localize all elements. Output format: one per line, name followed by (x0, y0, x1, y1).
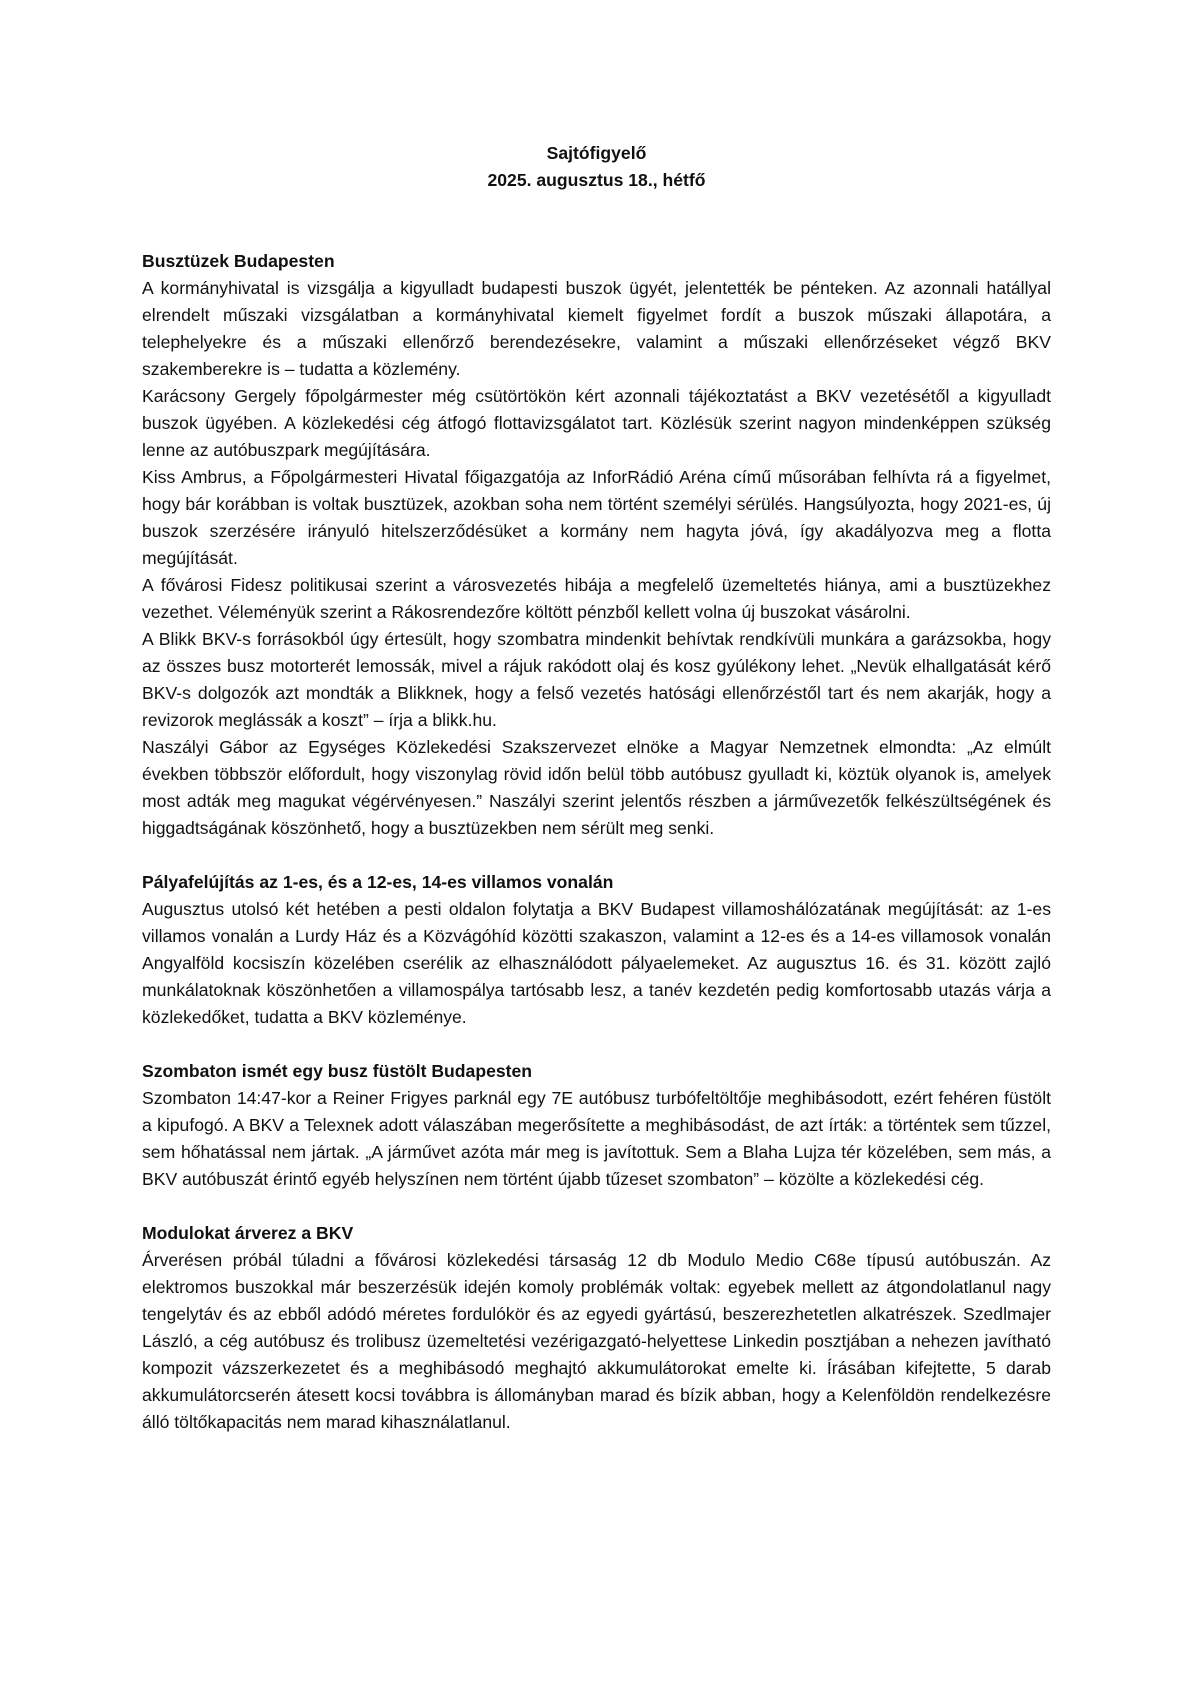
spacer (142, 1031, 1051, 1058)
spacer (142, 194, 1051, 248)
article-busztuzek (142, 248, 1051, 842)
article-paragraph: Kiss Ambrus, a Főpolgármesteri Hivatal főigazgatója az InforRádió Aréna című műsorában felhívta rá a figyelmet, hogy bár korábban is voltak busztüzek, azokban soha nem történt személyi sérülés. Hangsúlyozta, hogy 2021-es, új buszok szerzésére irányuló hitelszerződésüket a kormány nem hagyta jóvá, így akadályozva meg a flotta megújítását. (142, 467, 1051, 568)
article-title: Modulokat árverez a BKV (142, 1223, 354, 1243)
document-title: Sajtófigyelő (546, 143, 647, 163)
article-title: Szombaton ismét egy busz füstölt Budapesten (142, 1061, 533, 1081)
article-modulok (142, 1220, 1051, 1436)
article-paragraph: Árverésen próbál túladni a fővárosi közlekedési társaság 12 db Modulo Medio C68e típusú autóbuszán. Az elektromos buszokkal már beszerzésük idején komoly problémák voltak: egyebek mellett az átgondolatlanul nagy tengelytáv és az ebből adódó méretes fordulókör és az egyedi gyártású, beszerezhetetlen alkatrészek. Szedlmajer László, a cég autóbusz és trolibusz üzemeltetési vezérigazgató-helyettese Linkedin posztjában a nehezen javítható kompozit vázszerkezetet és a meghibásodó meghajtó akkumulátorokat emelte ki. Írásában kifejtette, 5 darab akkumulátorcserén átesett kocsi továbbra is állományban marad és bízik abban, hogy a Kelenföldön rendelkezésre álló töltőkapacitás nem marad kihasználatlanul. (142, 1250, 1051, 1432)
article-palyafelujitas (142, 869, 1051, 1031)
article-paragraph: Augusztus utolsó két hetében a pesti oldalon folytatja a BKV Budapest villamoshálózatának megújítását: az 1-es villamos vonalán a Lurdy Ház és a Közvágóhíd közötti szakaszon, valamint a 12-es és a 14-es villamosok vonalán Angyalföld kocsiszín közelében cserélik az elhasználódott pályaelemeket. Az augusztus 16. és 31. között zajló munkálatoknak köszönhetően a villamospálya tartósabb lesz, a tanév kezdetén pedig komfortosabb utazás várja a közlekedőket, tudatta a BKV közleménye. (142, 899, 1051, 1027)
article-busz-fustolt (142, 1058, 1051, 1193)
article-paragraph: Karácsony Gergely főpolgármester még csütörtökön kért azonnali tájékoztatást a BKV vezetésétől a kigyulladt buszok ügyében. A közlekedési cég átfogó flottavizsgálatot tart. Közlésük szerint nagyon mindenképpen szükség lenne az autóbuszpark megújítására. (142, 386, 1051, 460)
spacer (142, 1193, 1051, 1220)
article-paragraph: Naszályi Gábor az Egységes Közlekedési Szakszervezet elnöke a Magyar Nemzetnek elmondta: „Az elmúlt években többször előfordult, hogy viszonylag rövid időn belül több autóbusz gyulladt ki, köztük olyanok is, amelyek most adták meg magukat végérvényesen.” Naszályi szerint jelentős részben a járművezetők felkészültségének és higgadtságának köszönhető, hogy a busztüzekben nem sérült meg senki. (142, 737, 1051, 838)
document-header (142, 140, 1051, 194)
article-paragraph: A kormányhivatal is vizsgálja a kigyulladt budapesti buszok ügyét, jelentették be pénteken. Az azonnali hatállyal elrendelt műszaki vizsgálatban a kormányhivatal kiemelt figyelmet fordít a buszok műszaki állapotára, a telephelyekre és a műszaki ellenőrző berendezésekre, valamint a műszaki ellenőrzéseket végző BKV szakemberekre is – tudatta a közlemény. (142, 278, 1051, 379)
article-title: Busztüzek Budapesten (142, 251, 335, 271)
article-paragraph: Szombaton 14:47-kor a Reiner Frigyes parknál egy 7E autóbusz turbófeltöltője meghibásodott, ezért fehéren füstölt a kipufogó. A BKV a Telexnek adott válaszában megerősítette a meghibásodást, de azt írták: a történtek sem tűzzel, sem hőhatással nem jártak. „A járművet azóta már meg is javítottuk. Sem a Blaha Lujza tér közelében, sem más, a BKV autóbuszát érintő egyéb helyszínen nem történt újabb tűzeset szombaton” – közölte a közlekedési cég. (142, 1088, 1051, 1189)
article-title: Pályafelújítás az 1-es, és a 12-es, 14-es villamos vonalán (142, 872, 614, 892)
article-paragraph: A fővárosi Fidesz politikusai szerint a városvezetés hibája a megfelelő üzemeltetés hiánya, ami a busztüzekhez vezethet. Véleményük szerint a Rákosrendezőre költött pénzből kellett volna új buszokat vásárolni. (142, 575, 1051, 622)
spacer (142, 842, 1051, 869)
document-date: 2025. augusztus 18., hétfő (487, 170, 706, 190)
article-paragraph: A Blikk BKV-s forrásokból úgy értesült, hogy szombatra mindenkit behívtak rendkívüli munkára a garázsokba, hogy az összes busz motorterét lemossák, mivel a rájuk rakódott olaj és kosz gyúlékony lehet. „Nevük elhallgatását kérő BKV-s dolgozók azt mondták a Blikknek, hogy a felső vezetés hatósági ellenőrzéstől tart és nem akarják, hogy a revizorok meglássák a koszt” – írja a blikk.hu. (142, 629, 1051, 730)
